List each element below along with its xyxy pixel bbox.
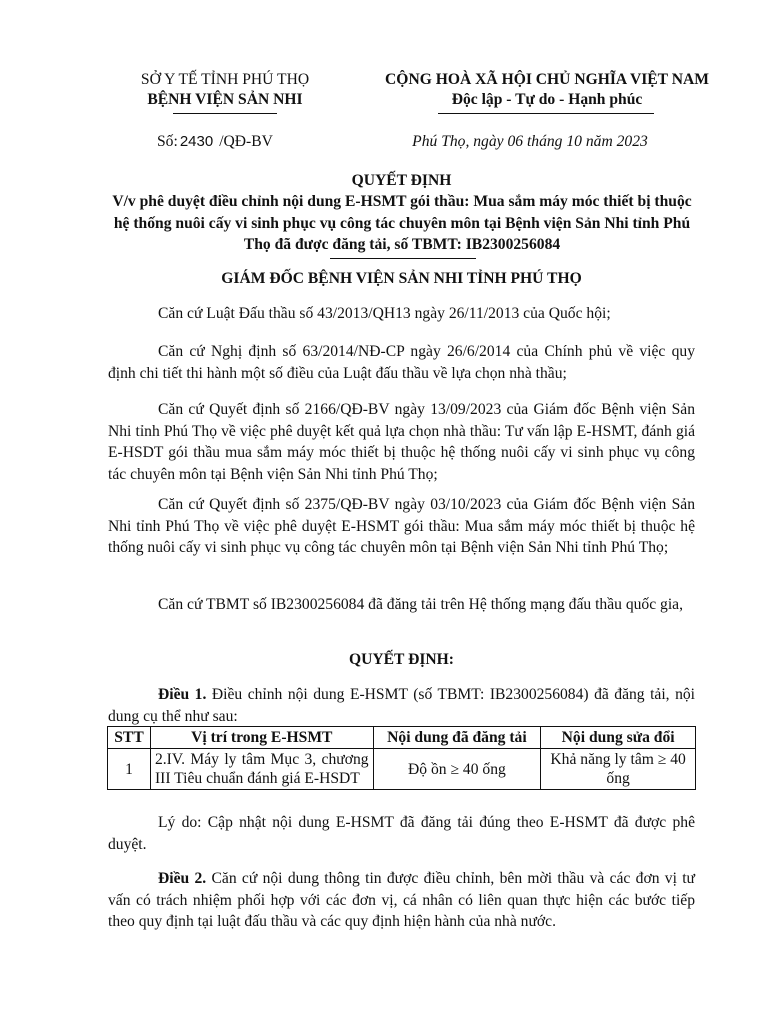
hospital-underline (173, 113, 277, 114)
amendment-table (107, 726, 696, 790)
agency-name: SỞ Y TẾ TỈNH PHÚ THỌ (140, 71, 310, 88)
article-2-text: Căn cứ nội dung thông tin được điều chỉnh, bên mời thầu và các đơn vị tư vấn có trách nhiệm phối hợp với các đơn vị, cá nhân có liên quan thực hiện các bước tiếp theo quy định tại luật đấu thầu và các quy định hiện hành của nhà nước. (108, 870, 696, 930)
table-row (108, 749, 696, 790)
document-number (157, 132, 377, 152)
cell-stt: 1 (108, 749, 151, 790)
country-name: CỘNG HOÀ XÃ HỘI CHỦ NGHĨA VIỆT NAM (385, 71, 709, 88)
header-position: Vị trí trong E-HSMT (150, 727, 373, 749)
amendment-reason: Lý do: Cập nhật nội dung E-HSMT đã đăng tải đúng theo E-HSMT đã được phê duyệt. (108, 814, 695, 853)
basis-3: Căn cứ Quyết định số 2166/QĐ-BV ngày 13/09/2023 của Giám đốc Bệnh viện Sản Nhi tỉnh Phú Thọ về việc phê duyệt kết quả lựa chọn nhà thầu: Tư vấn lập E-HSMT, đánh giá E-HSDT gói thầu mua sắm máy móc thiết bị thuộc hệ thống nuôi cấy vi sinh phục vụ công tác chuyên môn tại Bệnh viện Sản Nhi tỉnh Phú Thọ; (108, 401, 695, 483)
table-header-row (108, 727, 696, 749)
place-date: Phú Thọ, ngày 06 tháng 10 năm 2023 (412, 133, 648, 150)
hospital-name: BỆNH VIỆN SẢN NHI (147, 91, 303, 108)
cell-position: 2.IV. Máy ly tâm Mục 3, chương III Tiêu chuẩn đánh giá E-HSDT (150, 749, 373, 790)
header-stt: STT (108, 727, 151, 749)
document-subject: V/v phê duyệt điều chỉnh nội dung E-HSMT gói thầu: Mua sắm máy móc thiết bị thuộc hệ thống nuôi cấy vi sinh phục vụ công tác chuyên môn tại Bệnh viện Sản Nhi tỉnh Phú Thọ đã được đăng tải, số TBMT: IB2300256084 (112, 193, 692, 253)
header-posted-content: Nội dung đã đăng tải (373, 727, 541, 749)
motto: Độc lập - Tự do - Hạnh phúc (451, 91, 643, 108)
number-prefix: Số: (157, 133, 178, 150)
issuing-authority: GIÁM ĐỐC BỆNH VIỆN SẢN NHI TỈNH PHÚ THỌ (221, 270, 582, 287)
article-1 (108, 684, 695, 727)
basis-1: Căn cứ Luật Đấu thầu số 43/2013/QH13 ngày 26/11/2013 của Quốc hội; (158, 305, 611, 322)
decision-heading: QUYẾT ĐỊNH: (349, 651, 454, 668)
basis-2: Căn cứ Nghị định số 63/2014/NĐ-CP ngày 26/6/2014 của Chính phủ về việc quy định chi tiết thi hành một số điều của Luật đấu thầu về lựa chọn nhà thầu; (108, 343, 695, 382)
article-2 (108, 868, 695, 933)
article-1-label: Điều 1. (158, 686, 207, 703)
article-1-text: Điều chỉnh nội dung E-HSMT (số TBMT: IB2300256084) đã đăng tải, nội dung cụ thể như sau: (108, 686, 696, 725)
cell-amended-content: Khả năng ly tâm ≥ 40 ống (541, 749, 696, 790)
basis-5: Căn cứ TBMT số IB2300256084 đã đăng tải trên Hệ thống mạng đấu thầu quốc gia, (158, 596, 683, 613)
number-suffix: /QĐ-BV (219, 133, 273, 150)
motto-underline (438, 113, 654, 114)
article-2-label: Điều 2. (158, 870, 207, 887)
subject-underline (330, 258, 476, 259)
basis-4: Căn cứ Quyết định số 2375/QĐ-BV ngày 03/10/2023 của Giám đốc Bệnh viện Sản Nhi tỉnh Phú Thọ về việc phê duyệt E-HSMT gói thầu: Mua sắm máy móc thiết bị thuộc hệ thống nuôi cấy vi sinh phục vụ công tác chuyên môn tại Bệnh viện Sản Nhi tỉnh Phú Thọ; (108, 496, 695, 556)
document-title: QUYẾT ĐỊNH (351, 172, 452, 189)
cell-posted-content: Độ ồn ≥ 40 ống (373, 749, 541, 790)
header-amended-content: Nội dung sửa đổi (541, 727, 696, 749)
number-value: 2430 (179, 133, 214, 150)
